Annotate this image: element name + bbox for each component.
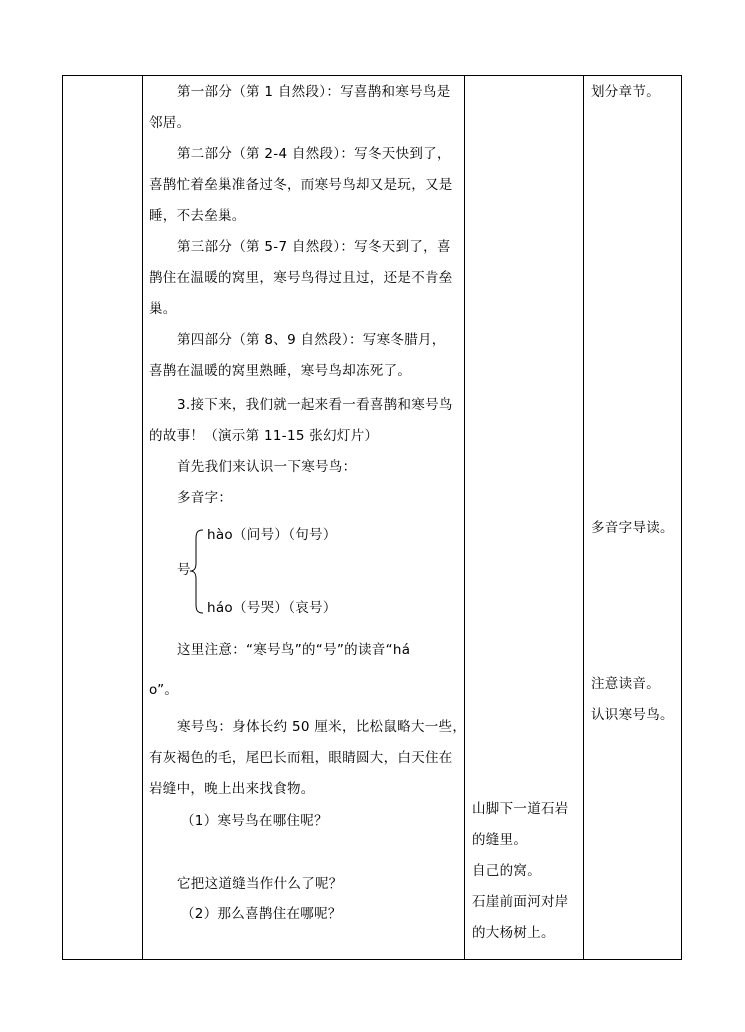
content-line: 这里注意：“寒号鸟”的“号”的读音“há bbox=[177, 642, 411, 658]
polyphone-reading-hao2: háo（号哭）（哀号） bbox=[207, 600, 337, 616]
question-line: （1）寒号鸟在哪住呢？ bbox=[181, 813, 328, 829]
note-line: 划分章节。 bbox=[591, 84, 660, 100]
note-line: 多音字导读。 bbox=[591, 520, 674, 536]
content-line: 第四部分（第 8、9 自然段）：写寒冬腊月， bbox=[177, 332, 446, 348]
content-line: 第二部分（第 2-4 自然段）：写冬天快到了， bbox=[177, 146, 451, 162]
content-line: 睡，不去垒巢。 bbox=[149, 208, 246, 224]
note-line: 注意读音。 bbox=[591, 676, 660, 692]
question-line: 它把这道缝当作什么了呢？ bbox=[177, 876, 343, 892]
content-line: 巢。 bbox=[149, 301, 177, 317]
content-line: 鹊住在温暖的窝里，寒号鸟得过且过，还是不肯垒 bbox=[149, 270, 453, 286]
content-line: 多音字： bbox=[177, 490, 233, 506]
answer-line: 的大杨树上。 bbox=[472, 925, 555, 941]
content-line: 首先我们来认识一下寒号鸟： bbox=[177, 459, 357, 475]
question-line: （2）那么喜鹊住在哪呢？ bbox=[181, 906, 342, 922]
content-line: 的故事！（演示第 11-15 张幻灯片） bbox=[149, 428, 379, 444]
column-divider bbox=[464, 76, 465, 959]
content-line: 有灰褐色的毛，尾巴长而粗，眼睛圆大，白天住在 bbox=[149, 750, 453, 766]
answer-line: 石崖前面河对岸 bbox=[472, 894, 569, 910]
answer-line: 山脚下一道石岩 bbox=[472, 801, 569, 817]
polyphone-reading-hao4: hào（问号）（句号） bbox=[207, 527, 337, 543]
note-line: 认识寒号鸟。 bbox=[591, 707, 674, 723]
content-line: o”。 bbox=[149, 682, 179, 698]
content-line: 喜鹊在温暖的窝里熟睡，寒号鸟却冻死了。 bbox=[149, 363, 412, 379]
content-line: 喜鹊忙着垒巢准备过冬，而寒号鸟却又是玩，又是 bbox=[149, 177, 453, 193]
answer-line: 的缝里。 bbox=[472, 832, 528, 848]
answer-line: 自己的窝。 bbox=[472, 863, 541, 879]
content-line: 3.接下来，我们就一起来看一看喜鹊和寒号鸟 bbox=[177, 397, 453, 413]
curly-brace-icon bbox=[189, 529, 209, 614]
content-line: 第一部分（第 1 自然段）：写喜鹊和寒号鸟是 bbox=[177, 84, 451, 100]
column-divider bbox=[583, 76, 584, 959]
content-line: 邻居。 bbox=[149, 115, 191, 131]
content-line: 岩缝中，晚上出来找食物。 bbox=[149, 781, 315, 797]
content-line: 第三部分（第 5-7 自然段）：写冬天到了，喜 bbox=[177, 239, 451, 255]
polyphone-character: 号 bbox=[177, 562, 191, 578]
content-line: 寒号鸟：身体长约 50 厘米，比松鼠略大一些， bbox=[177, 719, 467, 735]
column-divider bbox=[142, 76, 143, 959]
